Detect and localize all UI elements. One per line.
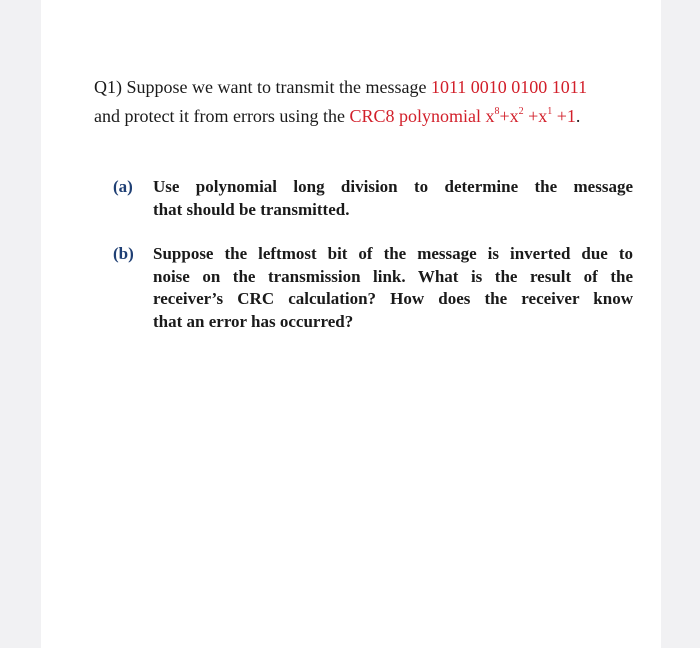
- question-crc-intro-text: and protect it from errors using the: [94, 106, 350, 126]
- poly-exponent-1: 1: [547, 106, 553, 117]
- part-b-text: [153, 243, 633, 333]
- part-b-line-4: that an error has occurred?: [153, 311, 354, 331]
- crc-label: CRC8 polynomial x: [349, 106, 495, 126]
- poly-term-x1: +x: [523, 106, 548, 126]
- poly-exponent-2: 2: [518, 106, 524, 117]
- question-period: .: [575, 106, 581, 126]
- document-page: [41, 0, 661, 648]
- part-b: [113, 243, 633, 333]
- part-a-line-2: that should be transmitted.: [153, 199, 350, 219]
- message-bits: 1011 0010 0100 1011: [430, 77, 588, 97]
- part-a: [113, 176, 633, 221]
- part-b-label: (b): [113, 244, 134, 263]
- part-b-line-1: Suppose the leftmost bit of the message is inverted due to: [153, 244, 633, 263]
- part-b-line-3: receiver’s CRC calculation? How does the receiver know: [153, 289, 633, 308]
- part-a-text: [153, 176, 633, 221]
- question-line-1: [94, 73, 654, 102]
- question-q1: [94, 73, 654, 131]
- question-line-2: [94, 102, 654, 131]
- poly-term-x2: +x: [499, 106, 519, 126]
- poly-constant: +1: [552, 106, 576, 126]
- part-b-line-2: noise on the transmission link. What is the result of the: [153, 266, 633, 286]
- part-a-line-1: Use polynomial long division to determine the message: [153, 177, 633, 196]
- crc-polynomial: [349, 106, 575, 126]
- question-intro-text: Q1) Suppose we want to transmit the message: [94, 77, 431, 97]
- poly-exponent-8: 8: [494, 106, 500, 117]
- part-a-label: (a): [113, 177, 133, 196]
